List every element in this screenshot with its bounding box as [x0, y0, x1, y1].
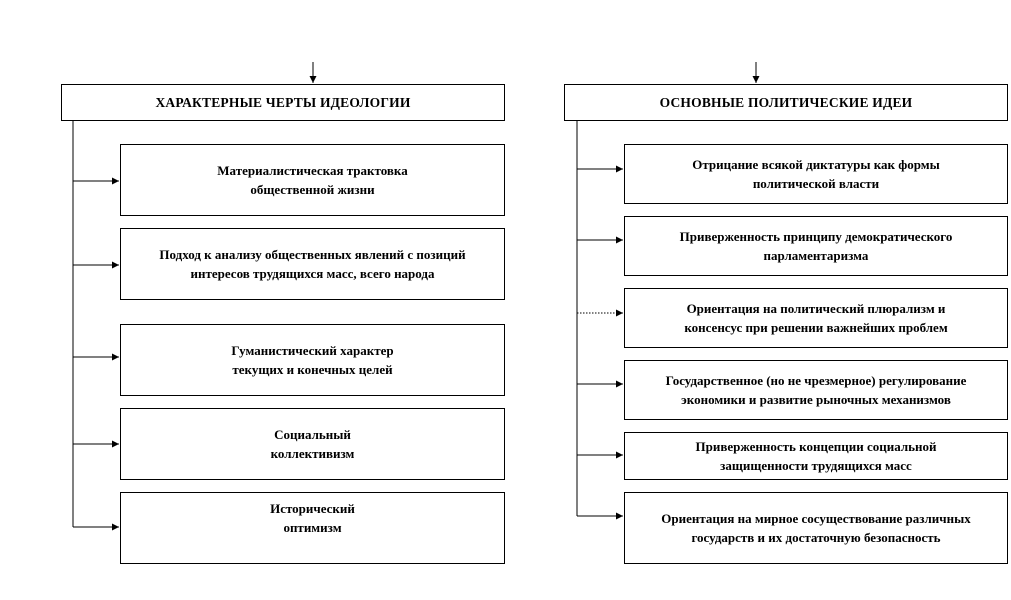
- left-item-line1: Материалистическая трактовка: [217, 163, 408, 178]
- left-item-line1: Гуманистический характер: [231, 343, 394, 358]
- right-item-box: [624, 288, 1008, 348]
- left-item-line2: коллективизм: [270, 446, 355, 461]
- right-header-title: ОСНОВНЫЕ ПОЛИТИЧЕСКИЕ ИДЕИ: [659, 95, 913, 110]
- left-item-line1: Социальный: [274, 427, 351, 442]
- left-header-title: ХАРАКТЕРНЫЕ ЧЕРТЫ ИДЕОЛОГИИ: [155, 95, 411, 110]
- right-item-line1: Ориентация на мирное сосуществование различных: [661, 511, 971, 526]
- right-item-line2: политической власти: [752, 176, 880, 191]
- right-item-line1: Приверженность концепции социальной: [695, 439, 937, 454]
- right-item-box: [624, 492, 1008, 564]
- left-item-box: [120, 492, 505, 564]
- right-item-line2: государств и их достаточную безопасность: [691, 530, 941, 545]
- left-header-box: [61, 84, 505, 121]
- right-item-line1: Приверженность принципу демократического: [679, 229, 953, 244]
- right-item-line2: консенсус при решении важнейших проблем: [684, 320, 948, 335]
- right-item-box: [624, 144, 1008, 204]
- left-item-box: [120, 144, 505, 216]
- right-item-line2: экономики и развитие рыночных механизмов: [681, 392, 951, 407]
- left-item-box: [120, 324, 505, 396]
- right-item-box: [624, 216, 1008, 276]
- left-item-line2: интересов трудящихся масс, всего народа: [190, 266, 435, 281]
- right-item-box: [624, 432, 1008, 480]
- right-item-box: [624, 360, 1008, 420]
- right-item-line2: защищенности трудящихся масс: [720, 458, 912, 473]
- left-item-box: [120, 408, 505, 480]
- right-item-line1: Ориентация на политический плюрализм и: [686, 301, 946, 316]
- left-item-box: [120, 228, 505, 300]
- left-item-line1: Исторический: [270, 501, 355, 516]
- left-item-line2: общественной жизни: [250, 182, 375, 197]
- right-header-box: [564, 84, 1008, 121]
- right-item-line1: Государственное (но не чрезмерное) регулирование: [665, 373, 967, 388]
- right-item-line2: парламентаризма: [763, 248, 869, 263]
- left-item-line2: оптимизм: [283, 520, 342, 535]
- left-item-line2: текущих и конечных целей: [232, 362, 393, 377]
- left-item-line1: Подход к анализу общественных явлений с позиций: [159, 247, 466, 262]
- right-item-line1: Отрицание всякой диктатуры как формы: [692, 157, 940, 172]
